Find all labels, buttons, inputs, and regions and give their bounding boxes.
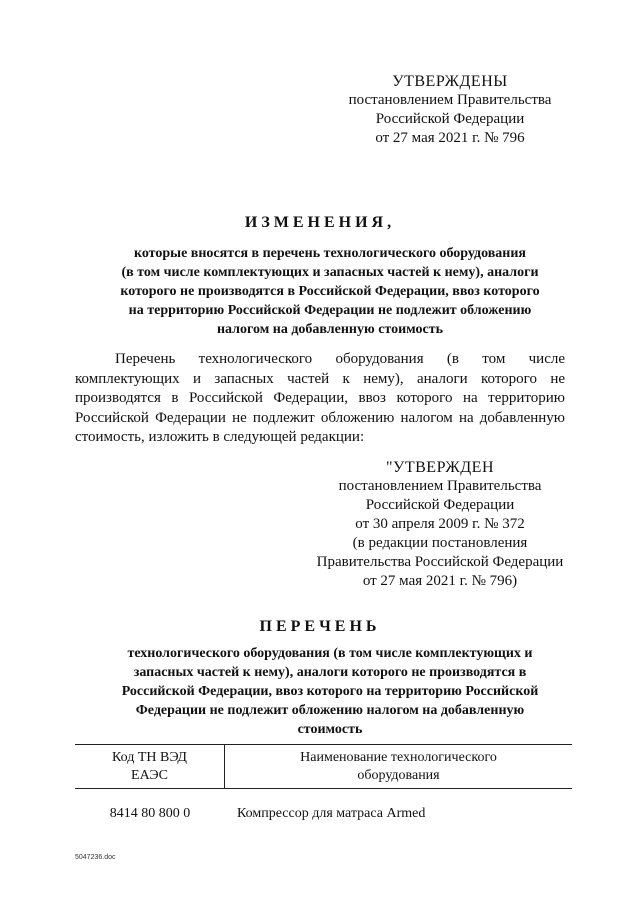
header-name-line: Наименование технологического (300, 750, 497, 765)
approval-line: Российской Федерации (365, 497, 515, 513)
changes-title: ИЗМЕНЕНИЯ, (244, 214, 396, 231)
changes-subtitle-line: которые вносятся в перечень технологического оборудования (133, 246, 527, 261)
approval-block-top (330, 72, 570, 148)
header-code-line: ЕАЭС (131, 768, 168, 783)
header-name (225, 745, 572, 788)
approval-line: Российской Федерации (375, 111, 525, 127)
list-subtitle-line: запасных частей к нему), аналоги которого не производятся в (133, 665, 527, 680)
changes-subtitle-line: (в том числе комплектующих и запасных частей к нему), аналоги (121, 265, 539, 280)
row-code: 8414 80 800 0 (109, 806, 191, 821)
list-subtitle-line: Российской Федерации, ввоз которого на территорию Российской (121, 684, 539, 699)
approval-line: от 27 мая 2021 г. № 796) (362, 573, 518, 589)
list-subtitle (60, 644, 600, 739)
approval-line: Правительства Российской Федерации (316, 554, 564, 570)
table-header (75, 745, 572, 789)
header-code (75, 745, 225, 788)
list-subtitle-line: Федерации не подлежит обложению налогом на добавленную (135, 703, 525, 718)
changes-subtitle-line: налогом на добавленную стоимость (216, 322, 444, 337)
body-paragraph: Перечень технологического оборудования (в том числе комплектующих и запасных частей к нему), аналоги которого не производятся в Российской Федерации, ввоз которого на территорию Российской Федерации не подлежит обложению налогом на добавленную стоимость, изложить в следующей редакции: (75, 351, 565, 445)
equipment-table (75, 744, 572, 823)
approval-line: от 30 апреля 2009 г. № 372 (355, 516, 525, 532)
row-name: Компрессор для матраса Armed (237, 806, 426, 821)
list-subtitle-line: технологического оборудования (в том числе комплектующих и (127, 646, 533, 661)
file-reference: 5047236.doc (75, 854, 116, 861)
approval-line: (в редакции постановления (352, 535, 528, 551)
changes-subtitle-line: на территорию Российской Федерации не подлежит обложению (128, 303, 532, 318)
approval-heading: "УТВЕРЖДЕН (386, 459, 494, 476)
approval-line: постановлением Правительства (348, 92, 552, 108)
changes-subtitle (60, 244, 600, 339)
changes-subtitle-line: которого не производятся в Российской Федерации, ввоз которого (120, 284, 540, 299)
table-row (75, 805, 572, 823)
approval-line: постановлением Правительства (338, 478, 542, 494)
list-subtitle-line: стоимость (297, 722, 363, 737)
list-title: ПЕРЕЧЕНЬ (259, 618, 381, 635)
header-code-line: Код ТН ВЭД (112, 750, 187, 765)
approval-heading: УТВЕРЖДЕНЫ (392, 73, 508, 90)
header-name-line: оборудования (357, 768, 440, 783)
approval-block-list (300, 458, 580, 591)
approval-line: от 27 мая 2021 г. № 796 (375, 130, 525, 146)
